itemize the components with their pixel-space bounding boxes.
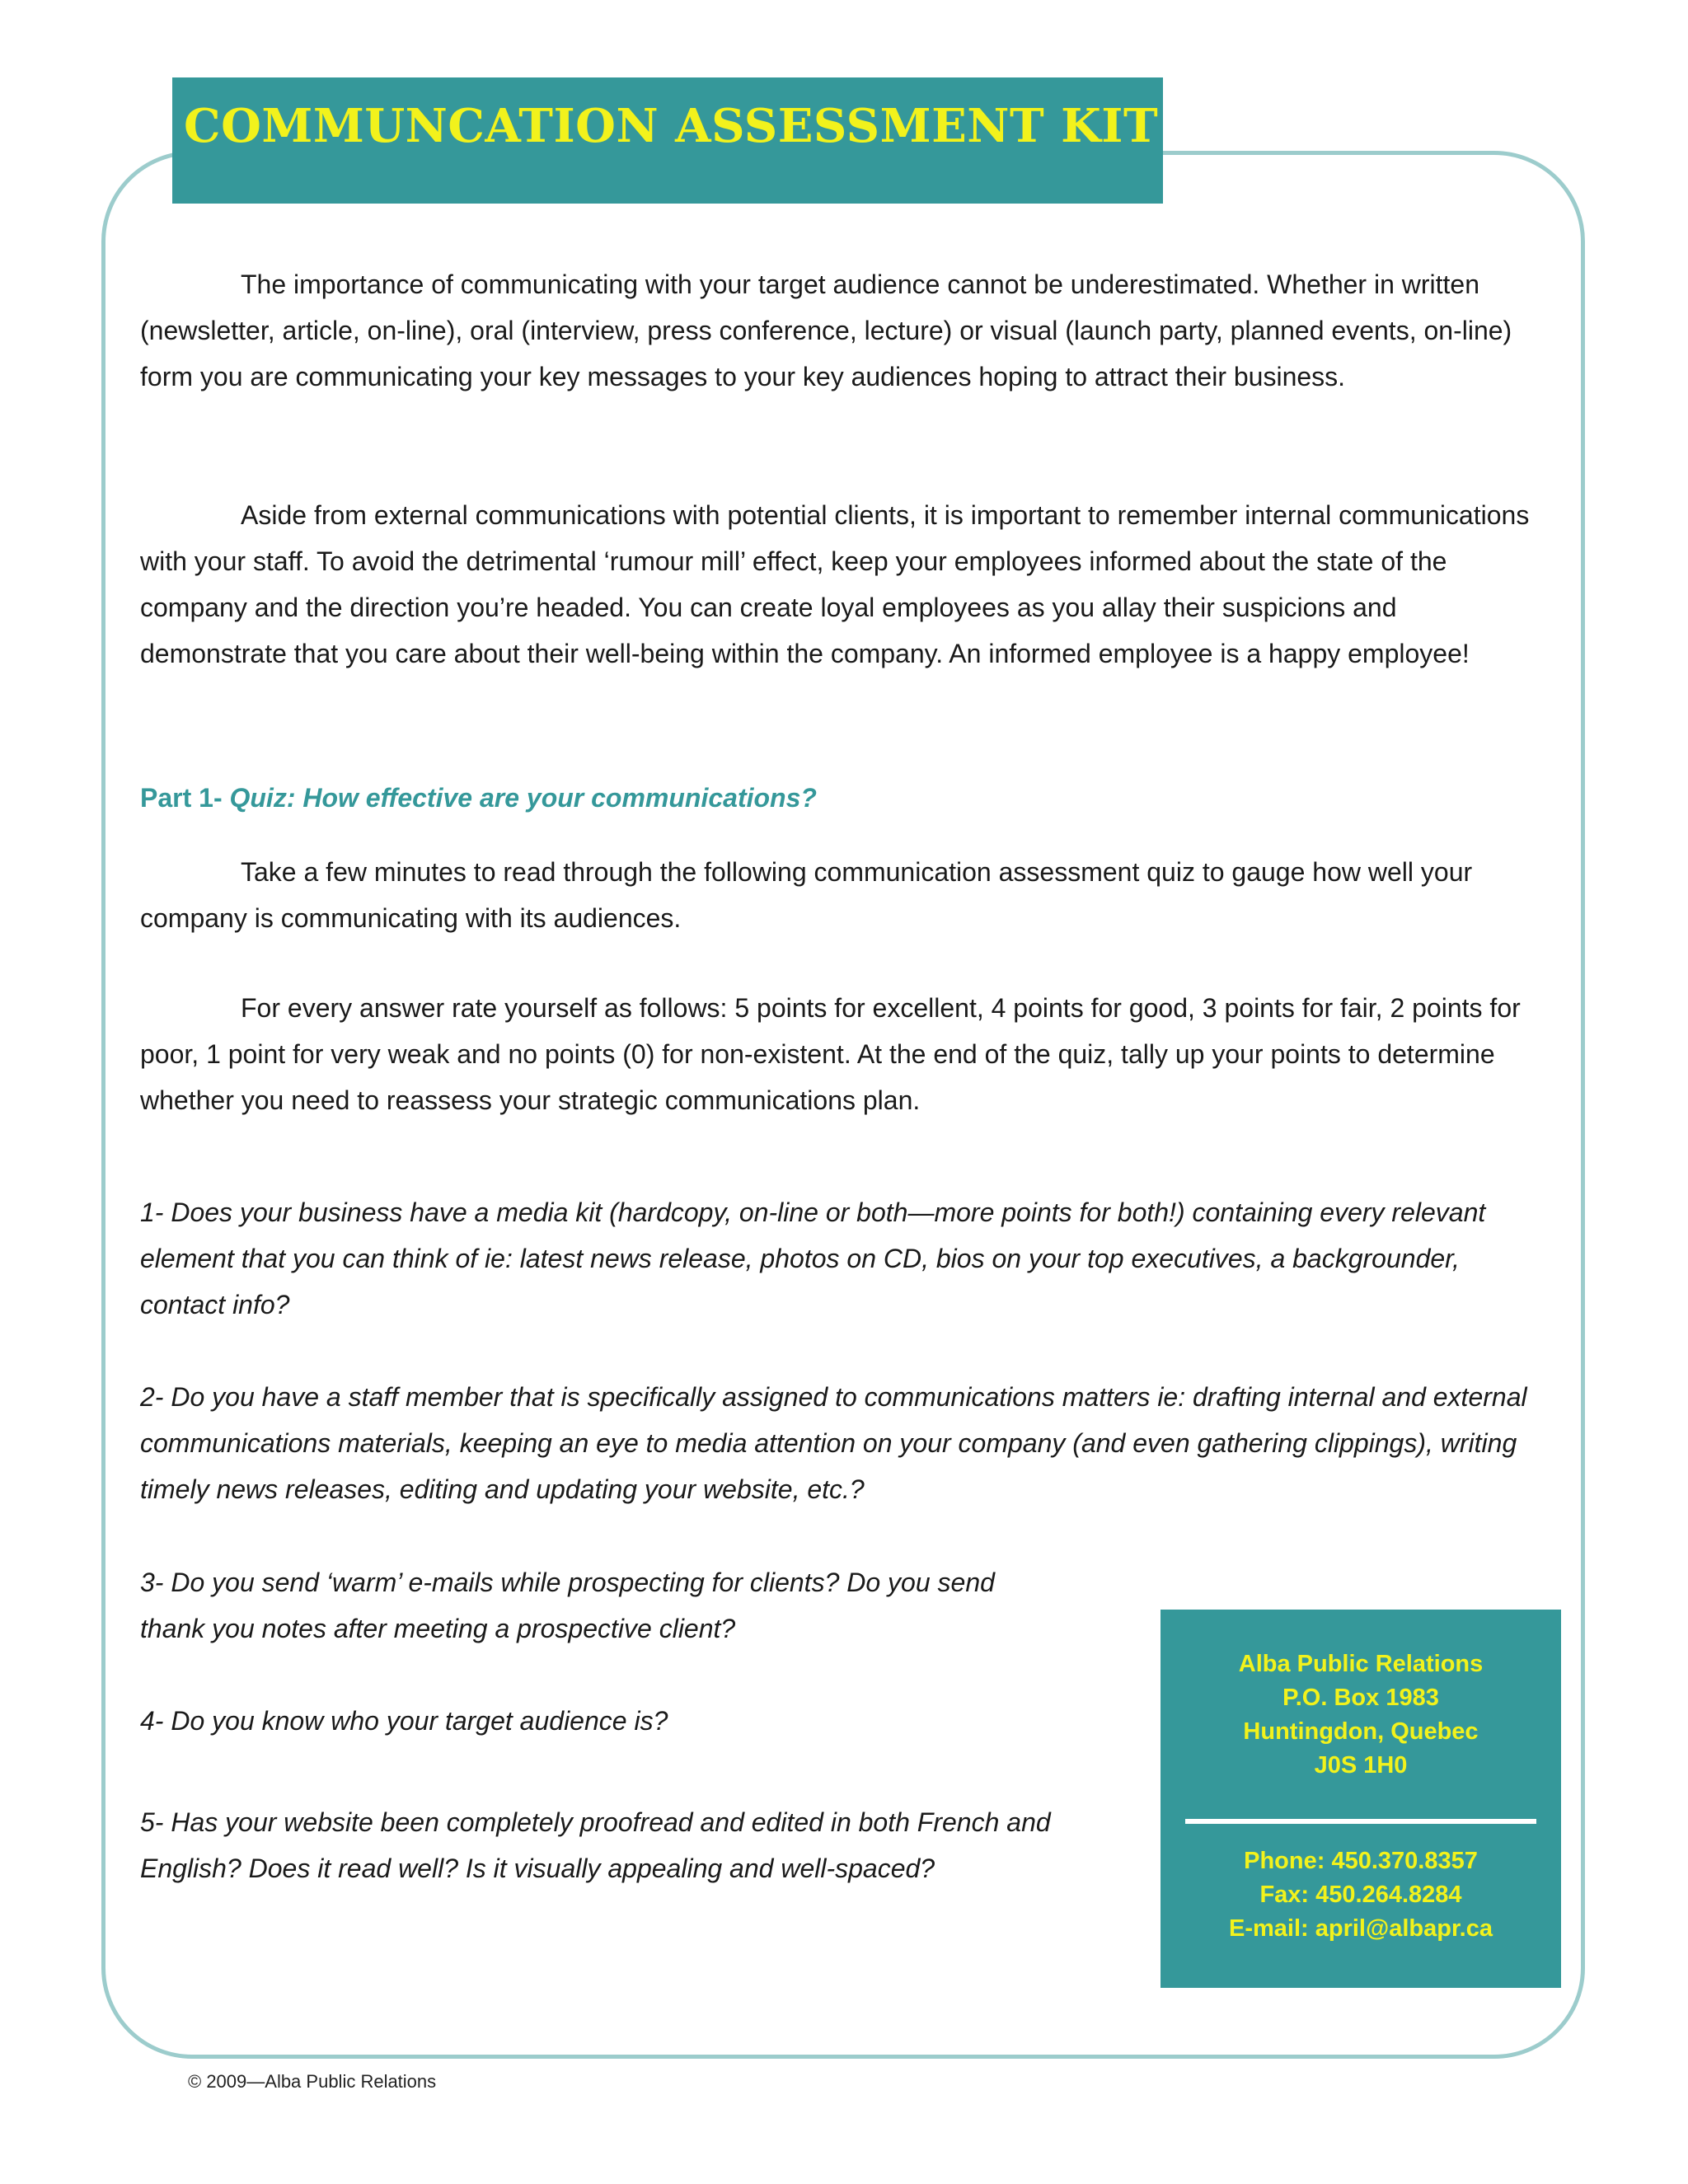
part-1-prefix: Part 1-	[140, 783, 230, 813]
contact-address	[1160, 1647, 1561, 1783]
contact-box	[1160, 1610, 1561, 1988]
contact-company: Alba Public Relations	[1238, 1651, 1484, 1677]
intro-paragraph-1: The importance of communicating with your target audience cannot be underestimated. Whether in written (newsletter, article, on-line), oral (interview, press conference, lecture) or visual (launch party, planned events, on-line) form you are communicating your key messages to your key audiences hoping to attract their business.	[140, 269, 1512, 391]
contact-fax: Fax: 450.264.8284	[1259, 1882, 1462, 1908]
question-4: 4- Do you know who your target audience is?	[140, 1706, 668, 1736]
question-1: 1- Does your business have a media kit (hardcopy, on-line or both—more points for both!) containing every relevant element that you can think of ie: latest news release, photos on CD, bios on your top executives, a backgrounder, contact info?	[140, 1197, 1486, 1319]
instructions-paragraph-2: For every answer rate yourself as follows: 5 points for excellent, 4 points for good, 3 points for fair, 2 points for poor, 1 point for very weak and no points (0) for non-existent. At the end of the quiz, tally up your points to determine whether you need to reassess your strategic communications plan.	[140, 993, 1521, 1115]
contact-city: Huntingdon, Quebec	[1243, 1718, 1479, 1745]
question-2: 2- Do you have a staff member that is specifically assigned to communications matters ie: drafting internal and external communications materials, keeping an eye to media attention on your company (and even gathering clippings), writing timely news releases, editing and updating your website, etc.?	[140, 1382, 1527, 1504]
part-1-title: Quiz: How effective are your communications?	[229, 783, 817, 813]
question-5: 5- Has your website been completely proofread and edited in both French and English? Does it read well? Is it visually appealing and well-spaced?	[140, 1807, 1051, 1883]
instructions-paragraph-1: Take a few minutes to read through the following communication assessment quiz to gauge how well your company is communicating with its audiences.	[140, 857, 1473, 933]
contact-email[interactable]: E-mail: april@albapr.ca	[1228, 1915, 1493, 1942]
contact-divider	[1185, 1819, 1536, 1824]
intro-paragraph-2: Aside from external communications with potential clients, it is important to remember internal communications with your staff. To avoid the detrimental ‘rumour mill’ effect, keep your employees informed about the state of the company and the direction you’re headed. You can create loyal employees as you allay their suspicions and demonstrate that you care about their well-being within the company. An informed employee is a happy employee!	[140, 500, 1530, 668]
contact-phone: Phone: 450.370.8357	[1244, 1848, 1478, 1874]
page-title: COMMUNCATION ASSESSMENT KIT	[184, 99, 1159, 153]
footer-copyright: © 2009—Alba Public Relations	[188, 2071, 437, 2092]
question-3: 3- Do you send ‘warm’ e-mails while prospecting for clients? Do you send thank you notes after meeting a prospective client?	[140, 1568, 995, 1643]
contact-phones	[1160, 1844, 1561, 1946]
part-1-heading	[140, 775, 817, 821]
title-banner	[172, 77, 1163, 204]
contact-po-box: P.O. Box 1983	[1282, 1685, 1439, 1711]
contact-postal: J0S 1H0	[1314, 1752, 1408, 1779]
